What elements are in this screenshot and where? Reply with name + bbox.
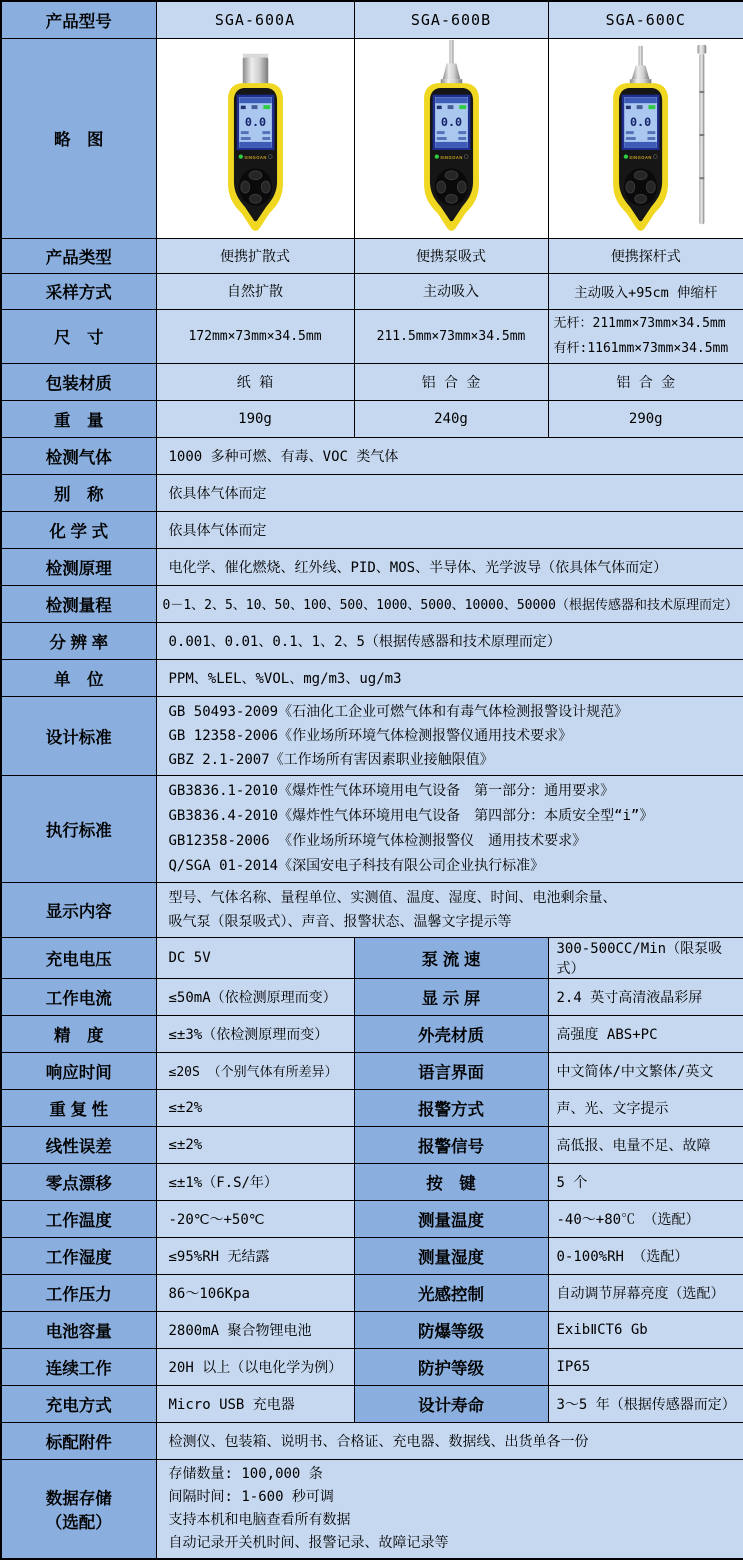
screen-title-bar (435, 97, 467, 103)
standard-line: GB12358-2006 《作业场所环境气体检测报警仪 通用技术要求》 (169, 829, 740, 854)
table-row-gases (1, 437, 743, 474)
row-label: 连续工作 (1, 1348, 156, 1385)
cell-value: 便携泵吸式 (354, 238, 548, 273)
cell-value: 0－1、2、5、10、50、100、500、1000、5000、10000、50000（根据传感器和技术原理而定） (156, 585, 743, 622)
row-label: 语言界面 (354, 1052, 548, 1089)
cell-value: 高强度 ABS+PC (548, 1015, 743, 1052)
row-label: 报警信号 (354, 1126, 548, 1163)
standard-line: GB3836.1-2010《爆炸性气体环境用电气设备 第一部分：通用要求》 (169, 779, 740, 804)
standard-line: GBZ 2.1-2007《工作场所有害因素职业接触限值》 (169, 748, 740, 772)
row-label: 显示内容 (1, 882, 156, 937)
standard-line: GB 50493-2009《石油化工企业可燃气体和有毒气体检测报警设计规范》 (169, 700, 740, 724)
row-label: 线性误差 (1, 1126, 156, 1163)
row-label: 响应时间 (1, 1052, 156, 1089)
cell-value: 20H 以上（以电化学为例） (156, 1348, 354, 1385)
cell-value: 5 个 (548, 1163, 743, 1200)
table-row-sketch (1, 38, 743, 238)
cell-value: 86～106Kpa (156, 1274, 354, 1311)
screen-status-bar (625, 142, 657, 147)
cell-value: IP65 (548, 1348, 743, 1385)
table-row-spec (1, 1237, 743, 1274)
storage-line: 存储数量: 100,000 条 (169, 1463, 740, 1486)
probe-tube (449, 40, 453, 64)
led-indicator (624, 154, 628, 158)
battery-icon (649, 105, 656, 109)
row-label: 化 学 式 (1, 511, 156, 548)
row-label: 检测原理 (1, 548, 156, 585)
row-label: 工作湿度 (1, 1237, 156, 1274)
row-label: 光感控制 (354, 1274, 548, 1311)
cell-value (156, 775, 743, 882)
cell-value: 纸 箱 (156, 363, 354, 400)
cell-value: 主动吸入+95cm 伸缩杆 (548, 273, 743, 309)
row-label (1, 1459, 156, 1559)
cell-value: 中文简体/中文繁体/英文 (548, 1052, 743, 1089)
row-label: 别 称 (1, 474, 156, 511)
table-row-spec (1, 1015, 743, 1052)
screen-row (436, 137, 446, 140)
row-label: 按 键 (354, 1163, 548, 1200)
cell-value: Micro USB 充电器 (156, 1385, 354, 1422)
table-row-formula (1, 511, 743, 548)
table-row-range (1, 585, 743, 622)
row-label: 设计标准 (1, 696, 156, 775)
row-label: 尺 寸 (1, 309, 156, 363)
row-label: 产品类型 (1, 238, 156, 273)
row-label: 采样方式 (1, 273, 156, 309)
standard-line: Q/SGA 01-2014《深国安电子科技有限公司企业执行标准》 (169, 854, 740, 879)
cell-value: 3～5 年（根据传感器而定） (548, 1385, 743, 1422)
screen-status-bar (435, 142, 467, 147)
table-row-principle (1, 548, 743, 585)
brand-label: SINGOAN (244, 155, 267, 160)
model-name-c: SGA-600C (548, 1, 743, 38)
cell-value: 电化学、催化燃烧、红外线、PID、MOS、半导体、光学波导（依具体气体而定） (156, 548, 743, 585)
storage-label-line2: （选配） (2, 1509, 156, 1533)
cell-value: 高低报、电量不足、故障 (548, 1126, 743, 1163)
cell-value: 便携探杆式 (548, 238, 743, 273)
table-row-weight (1, 400, 743, 437)
cell-value: ≤±2% (156, 1126, 354, 1163)
row-label: 工作压力 (1, 1274, 156, 1311)
device-photo-sga-600a (182, 40, 329, 236)
left-button (240, 181, 249, 193)
device-photo-sga-600b (378, 40, 525, 236)
cell-value: 铝 合 金 (354, 363, 548, 400)
table-row-product-type (1, 238, 743, 273)
cell-value: 依具体气体而定 (156, 474, 743, 511)
screen-title-bar (239, 97, 271, 103)
fan-icon (251, 105, 257, 109)
screen-row (262, 137, 270, 140)
storage-line: 支持本机和电脑查看所有数据 (169, 1509, 740, 1532)
table-row-sampling (1, 273, 743, 309)
table-row-spec (1, 1126, 743, 1163)
table-row-data-storage (1, 1459, 743, 1559)
cell-value: ≤50mA（依检测原理而变） (156, 978, 354, 1015)
speaker-icon (626, 106, 631, 109)
probe-tube (639, 46, 643, 66)
standard-line: GB 12358-2006《作业场所环境气体检测报警仪通用技术要求》 (169, 724, 740, 748)
device-photo-sga-600c (572, 40, 719, 236)
table-row-model (1, 1, 743, 38)
cell-value: 0-100%RH （选配） (548, 1237, 743, 1274)
cell-value: 主动吸入 (354, 273, 548, 309)
right-button (647, 181, 656, 193)
cell-value: ≤20S （个别气体有所差异） (156, 1052, 354, 1089)
table-row-spec (1, 1311, 743, 1348)
cell-value: 2800mA 聚合物锂电池 (156, 1311, 354, 1348)
cell-value (156, 696, 743, 775)
screen-reading: 0.0 (440, 115, 461, 129)
brand-label: SINGOAN (630, 155, 653, 160)
screen-title-bar (625, 97, 657, 103)
cell-value: ≤95%RH 无结露 (156, 1237, 354, 1274)
table-row-exec-standard (1, 775, 743, 882)
cell-value: ≤±1%（F.S/年） (156, 1163, 354, 1200)
cell-value: 240g (354, 400, 548, 437)
screen-status-bar (239, 142, 271, 147)
standard-line: GB3836.4-2010《爆炸性气体环境用电气设备 第四部分：本质安全型“i”》 (169, 804, 740, 829)
row-label: 泵 流 速 (354, 937, 548, 978)
fan-icon (447, 105, 453, 109)
left-button (626, 181, 635, 193)
probe-cone (442, 64, 460, 80)
row-label: 重 复 性 (1, 1089, 156, 1126)
cell-value: 172mm×73mm×34.5mm (156, 309, 354, 363)
screen-row (626, 131, 634, 134)
table-row-spec (1, 937, 743, 978)
device-photo-cell-b (354, 38, 548, 238)
telescopic-rod-tip (698, 45, 707, 54)
screen-row (262, 131, 270, 134)
cell-value: 检测仪、包装箱、说明书、合格证、充电器、数据线、出货单各一份 (156, 1422, 743, 1459)
cell-value: 依具体气体而定 (156, 511, 743, 548)
battery-icon (263, 105, 270, 109)
speaker-icon (436, 106, 441, 109)
display-line: 吸气泵（限泵吸式）、声音、报警状态、温馨文字提示等 (169, 910, 740, 934)
display-line: 型号、气体名称、量程单位、实测值、温度、湿度、时间、电池剩余量、 (169, 886, 740, 910)
screen-row (436, 131, 444, 134)
telescopic-rod (700, 54, 705, 225)
brand-label: SINGOAN (440, 155, 463, 160)
row-label: 报警方式 (354, 1089, 548, 1126)
storage-label-line1: 数据存储 (2, 1485, 156, 1509)
row-label: 检测气体 (1, 437, 156, 474)
cell-value: PPM、%LEL、%VOL、mg/m3、ug/m3 (156, 659, 743, 696)
cell-value: 自动调节屏幕亮度（选配） (548, 1274, 743, 1311)
row-label: 包装材质 (1, 363, 156, 400)
table-row-spec (1, 1163, 743, 1200)
cell-value: 自然扩散 (156, 273, 354, 309)
cell-value: 211.5mm×73mm×34.5mm (354, 309, 548, 363)
cell-value: 0.001、0.01、0.1、1、2、5（根据传感器和技术原理而定） (156, 622, 743, 659)
screen-row (458, 131, 466, 134)
device-photo-cell-c (548, 38, 743, 238)
screen-row (458, 137, 466, 140)
cell-value: ExibⅡCT6 Gb (548, 1311, 743, 1348)
storage-line: 间隔时间: 1-600 秒可调 (169, 1486, 740, 1509)
row-label: 充电方式 (1, 1385, 156, 1422)
cell-value: 190g (156, 400, 354, 437)
table-row-alias (1, 474, 743, 511)
table-row-spec (1, 978, 743, 1015)
row-label-sketch: 略 图 (1, 38, 156, 238)
table-row-design-standard (1, 696, 743, 775)
screen-row (626, 137, 636, 140)
enter-button (249, 194, 261, 203)
table-row-resolution (1, 622, 743, 659)
cell-value: 铝 合 金 (548, 363, 743, 400)
table-row-display-content (1, 882, 743, 937)
menu-button (445, 171, 458, 180)
row-label: 标配附件 (1, 1422, 156, 1459)
left-button (436, 181, 445, 193)
fan-icon (637, 105, 643, 109)
menu-button (249, 171, 262, 180)
table-row-spec (1, 1385, 743, 1422)
cell-value: -40～+80℃ （选配） (548, 1200, 743, 1237)
row-label: 单 位 (1, 659, 156, 696)
cell-value: 声、光、文字提示 (548, 1089, 743, 1126)
size-line-rod: 有杆:1161mm×73mm×34.5mm (554, 336, 743, 361)
row-label: 工作电流 (1, 978, 156, 1015)
table-row-packing (1, 363, 743, 400)
row-label: 精 度 (1, 1015, 156, 1052)
row-label: 测量湿度 (354, 1237, 548, 1274)
cell-value (156, 882, 743, 937)
probe-cone (632, 65, 650, 79)
row-label: 测量温度 (354, 1200, 548, 1237)
speaker-icon (240, 106, 245, 109)
row-label: 检测量程 (1, 585, 156, 622)
right-button (457, 181, 466, 193)
screen-reading: 0.0 (244, 115, 265, 129)
table-row-unit (1, 659, 743, 696)
cell-value: 2.4 英寸高清液晶彩屏 (548, 978, 743, 1015)
cell-value: 300-500CC/Min（限泵吸式） (548, 937, 743, 978)
led-indicator (238, 154, 242, 158)
storage-line: 自动记录开关机时间、报警记录、故障记录等 (169, 1532, 740, 1555)
cell-value: ≤±2% (156, 1089, 354, 1126)
row-label: 充电电压 (1, 937, 156, 978)
screen-reading: 0.0 (630, 115, 651, 129)
battery-icon (459, 105, 466, 109)
cell-value: 290g (548, 400, 743, 437)
row-label: 分 辨 率 (1, 622, 156, 659)
cell-value: -20℃～+50℃ (156, 1200, 354, 1237)
row-label-model: 产品型号 (1, 1, 156, 38)
table-row-spec (1, 1200, 743, 1237)
row-label: 执行标准 (1, 775, 156, 882)
cell-value: 1000 多种可燃、有毒、VOC 类气体 (156, 437, 743, 474)
screen-row (648, 131, 656, 134)
rod-segment (700, 134, 705, 136)
cell-value (548, 309, 743, 363)
menu-button (634, 171, 647, 180)
cell-value (156, 1459, 743, 1559)
table-row-spec (1, 1348, 743, 1385)
rod-segment (700, 177, 705, 179)
row-label: 零点漂移 (1, 1163, 156, 1200)
row-label: 工作温度 (1, 1200, 156, 1237)
screen-row (240, 137, 250, 140)
sensor-cap (242, 58, 267, 85)
table-row-spec (1, 1274, 743, 1311)
row-label: 防护等级 (354, 1348, 548, 1385)
led-indicator (434, 154, 438, 158)
row-label: 设计寿命 (354, 1385, 548, 1422)
row-label: 防爆等级 (354, 1311, 548, 1348)
table-row-accessories (1, 1422, 743, 1459)
enter-button (445, 194, 457, 203)
table-row-size (1, 309, 743, 363)
model-name-a: SGA-600A (156, 1, 354, 38)
screen-row (240, 131, 248, 134)
rod-segment (700, 91, 705, 93)
enter-button (635, 194, 647, 203)
table-row-spec (1, 1052, 743, 1089)
device-photo-cell-a (156, 38, 354, 238)
cell-value: DC 5V (156, 937, 354, 978)
model-name-b: SGA-600B (354, 1, 548, 38)
cell-value: 便携扩散式 (156, 238, 354, 273)
screen-row (648, 137, 656, 140)
right-button (261, 181, 270, 193)
table-row-spec (1, 1089, 743, 1126)
row-label: 电池容量 (1, 1311, 156, 1348)
cell-value: ≤±3%（依检测原理而变） (156, 1015, 354, 1052)
row-label: 外壳材质 (354, 1015, 548, 1052)
size-line-norod: 无杆：211mm×73mm×34.5mm (554, 311, 743, 336)
row-label: 显 示 屏 (354, 978, 548, 1015)
row-label: 重 量 (1, 400, 156, 437)
